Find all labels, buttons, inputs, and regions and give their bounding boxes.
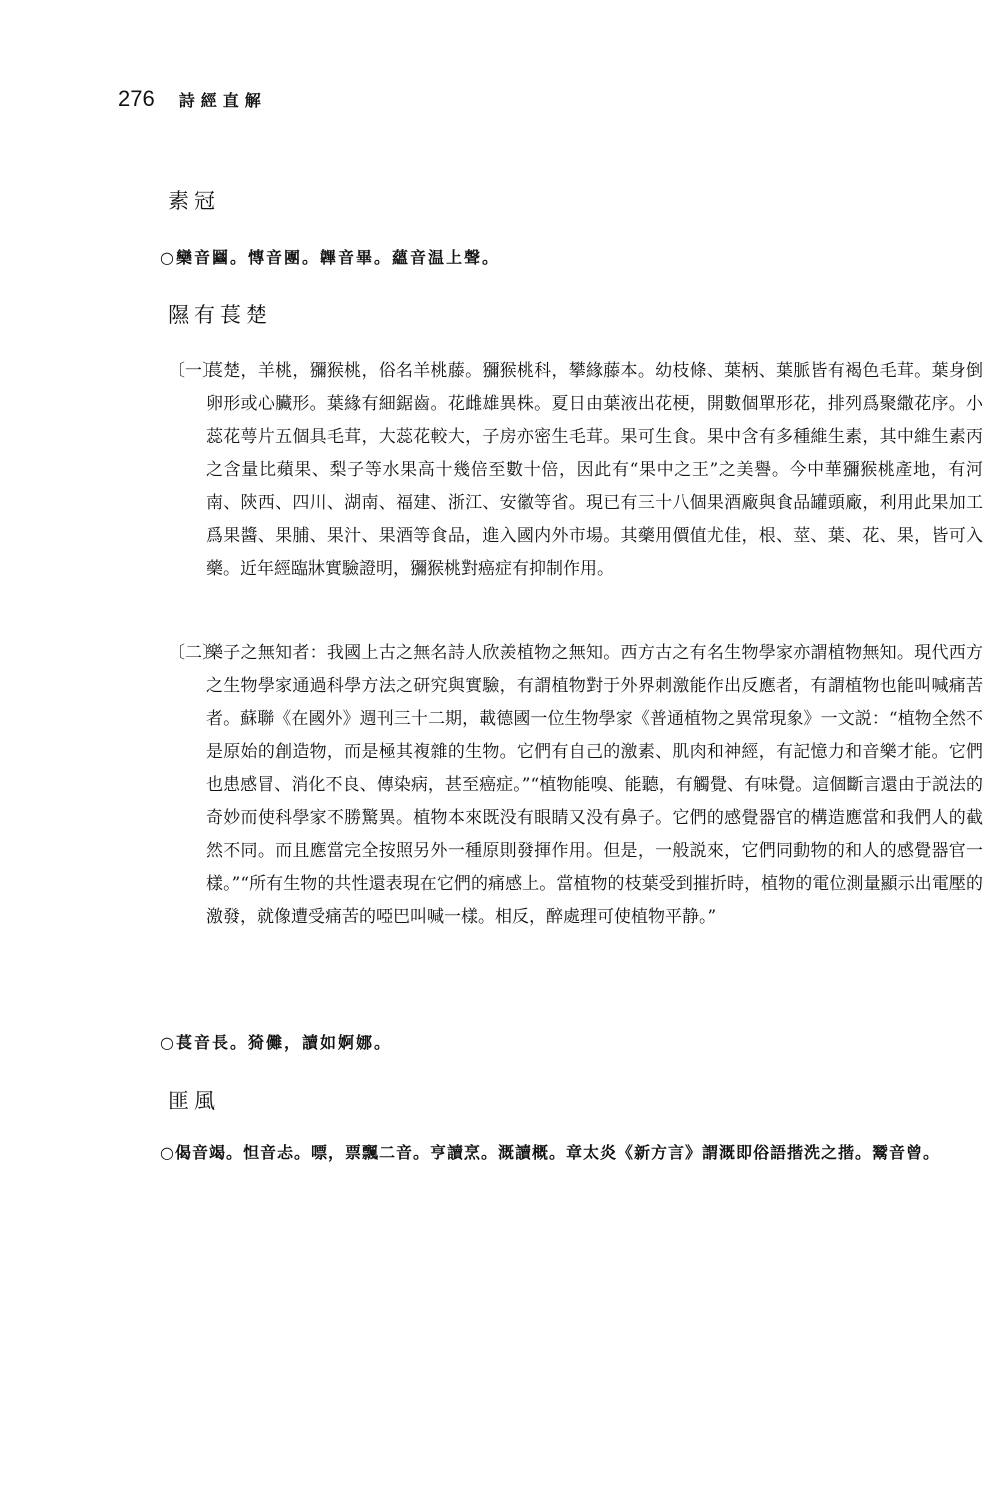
- pronunciation-note-suguan: ○欒音圝。慱音團。韠音畢。蘊音温上聲。: [160, 248, 500, 267]
- running-header: [118, 86, 267, 112]
- section-title-xiyouchangchu: 隰有萇楚: [168, 303, 272, 327]
- annotation-entry-1: [168, 355, 983, 586]
- annotation-entry-2: [168, 637, 983, 934]
- pronunciation-note-xiyouchangchu: ○萇音長。猗儺，讀如婀娜。: [160, 1033, 392, 1052]
- annotation-text: 萇楚，羊桃，獼猴桃，俗名羊桃藤。獼猴桃科，攀緣藤本。幼枝條、葉柄、葉脈皆有褐色毛茸。葉身倒卵形或心臟形。葉緣有細鋸齒。花雌雄異株。夏日由葉液出花梗，開數個單形花，排列爲聚繖花序。小蕊花萼片五個具毛茸，大蕊花較大，子房亦密生毛茸。果可生食。果中含有多種維生素，其中維生素丙之含量比蘋果、梨子等水果高十幾倍至數十倍，因此有“果中之王”之美譽。今中華獼猴桃產地，有河南、陝西、四川、湖南、福建、浙江、安徽等省。現已有三十八個果酒廠與食品罐頭廠，利用此果加工爲果醬、果脯、果汁、果酒等食品，進入國内外市場。其藥用價值尤佳，根、莖、葉、花、果，皆可入藥。近年經臨牀實驗證明，獼猴桃對癌症有抑制作用。: [206, 361, 983, 579]
- annotation-marker: 〔二〕: [168, 643, 219, 663]
- section-title-suguan: 素冠: [168, 189, 220, 213]
- book-title: 詩經直解: [178, 91, 267, 110]
- section-title-feifeng: 匪風: [168, 1089, 220, 1113]
- pronunciation-note-feifeng: ○偈音竭。怛音忐。嘌，票飄二音。亨讀烹。溉讀概。章太炎《新方言》謂溉即俗語揩洗之揩。鬵音曾。: [160, 1143, 940, 1162]
- page-number: 276: [118, 86, 155, 111]
- annotation-text: 樂子之無知者：我國上古之無名詩人欣羨植物之無知。西方古之有名生物學家亦謂植物無知。現代西方之生物學家通過科學方法之研究與實驗，有謂植物對于外界刺激能作出反應者，有謂植物也能叫喊痛苦者。蘇聯《在國外》週刊三十二期，載德國一位生物學家《普通植物之異常現象》一文説：“植物全然不是原始的創造物，而是極其複雜的生物。它們有自己的激素、肌肉和神經，有記憶力和音樂才能。它們也患感冒、消化不良、傳染病，甚至癌症。”“植物能嗅、能聽，有觸覺、有味覺。這個斷言還由于説法的奇妙而使科學家不勝驚異。植物本來既没有眼睛又没有鼻子。它們的感覺器官的構造應當和我們人的截然不同。而且應當完全按照另外一種原則發揮作用。但是，一般説來，它們同動物的和人的感覺器官一樣。”“所有生物的共性還表現在它們的痛感上。當植物的枝葉受到摧折時，植物的電位測量顯示出電壓的激發，就像遭受痛苦的啞巴叫喊一樣。相反，醉處理可使植物平静。”: [206, 643, 983, 927]
- annotation-marker: 〔一〕: [168, 361, 219, 381]
